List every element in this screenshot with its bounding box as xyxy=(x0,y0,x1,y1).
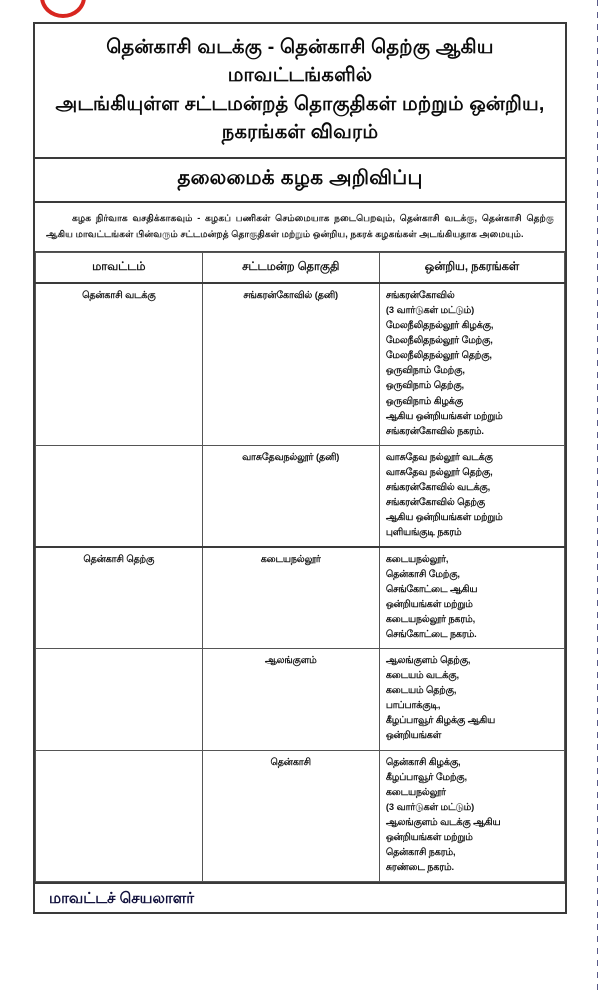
union-town-line: ஆலங்குளம் தெற்கு, xyxy=(385,655,471,666)
cell-unions-towns xyxy=(379,649,564,750)
table-row xyxy=(36,283,565,445)
union-town-line: ஒருவிநாம் கிழக்கு xyxy=(385,395,463,406)
cell-district xyxy=(36,445,203,547)
union-town-line: சுரண்டை நகரம். xyxy=(385,861,455,872)
union-town-line: கடையநல்லூர் xyxy=(385,786,446,797)
table-header-row xyxy=(36,252,565,283)
union-town-line: தென்காசி நகரம், xyxy=(385,846,456,857)
cell-unions-towns xyxy=(379,750,564,881)
union-town-line: கீழப்பாவூர் மேற்கு, xyxy=(385,771,468,782)
union-town-line: ஒன்றியங்கள் மற்றும் xyxy=(385,599,473,610)
cell-constituency: சங்கரன்கோவில் (தனி) xyxy=(202,283,379,445)
table-row xyxy=(36,649,565,750)
union-town-line: (3 வார்டுகள் மட்டும்) xyxy=(385,801,475,812)
cell-district xyxy=(36,649,203,750)
footer-block xyxy=(35,882,565,912)
union-town-line: வாசுதேவ நல்லூர் வடக்கு xyxy=(385,451,493,462)
union-town-line: சங்கரன்கோவில் நகரம். xyxy=(385,425,484,436)
union-town-line: தென்காசி மேற்கு, xyxy=(385,568,461,579)
union-town-line: சங்கரன்கோவில் வடக்கு, xyxy=(385,481,491,492)
cell-district xyxy=(36,750,203,881)
union-town-line: மேலநீலிதநல்லூர் தெற்கு, xyxy=(385,350,493,361)
union-town-line: ஒன்றியங்கள் xyxy=(385,730,442,741)
union-town-line: வாசுதேவ நல்லூர் தெற்கு, xyxy=(385,466,493,477)
union-town-line: கீழப்பாவூர் கிழக்கு ஆகிய xyxy=(385,715,496,726)
union-town-line: ஆகிய ஒன்றியங்கள் மற்றும் xyxy=(385,410,503,421)
constituency-table xyxy=(35,252,565,882)
cell-constituency: ஆலங்குளம் xyxy=(202,649,379,750)
table-row xyxy=(36,547,565,649)
union-town-line: செங்கோட்டை ஆகிய xyxy=(385,584,478,595)
union-town-line: ஒன்றியங்கள் மற்றும் xyxy=(385,831,473,842)
union-town-line: சங்கரன்கோவில் xyxy=(385,290,455,301)
announcement-frame xyxy=(33,22,567,914)
cell-district: தென்காசி வடக்கு xyxy=(36,283,203,445)
union-town-line: கடையநல்லூர் நகரம், xyxy=(385,614,476,625)
union-town-line: சங்கரன்கோவில் தெற்கு xyxy=(385,496,485,507)
union-town-line: ஆலங்குளம் வடக்கு ஆகிய xyxy=(385,816,501,827)
subtitle-text: தலைமைக் கழக அறிவிப்பு xyxy=(177,167,423,190)
cell-unions-towns xyxy=(379,547,564,649)
union-town-line: மேலநீலிதநல்லூர் மேற்கு, xyxy=(385,335,493,346)
cell-constituency: கடையநல்லூர் xyxy=(202,547,379,649)
subtitle-block xyxy=(35,159,565,203)
union-town-line: (3 வார்டுகள் மட்டும்) xyxy=(385,305,475,316)
table-row xyxy=(36,445,565,547)
union-town-line: ஒருவிநாம் மேற்கு, xyxy=(385,365,465,376)
header-district: மாவட்டம் xyxy=(36,252,203,283)
footer-text: மாவட்டச் செயலாளர் xyxy=(49,889,195,907)
title-line-1: தென்காசி வடக்கு - தென்காசி தெற்கு ஆகிய மாவட்டங்களில் xyxy=(106,36,494,87)
union-town-line: கடையம் தெற்கு, xyxy=(385,685,457,696)
table-body xyxy=(36,283,565,881)
intro-block xyxy=(35,203,565,252)
title-block xyxy=(35,24,565,159)
cell-district: தென்காசி தெற்கு xyxy=(36,547,203,649)
union-town-line: ஒருவிநாம் தெற்கு, xyxy=(385,380,465,391)
intro-paragraph: கழக நிர்வாக வசதிக்காகவும் - கழகப் பணிகள் செம்மையாக நடைபெறவும், தென்காசி வடக்கு, தென்காசி தெற்கு ஆகிய மாவட்டங்கள் பின்வரும் சட்டமன்றத் தொகுதிகள் மற்றும் ஒன்றிய, நகரக் கழகங்கள் அடங்கியதாக அமையும். xyxy=(46,213,554,239)
table-row xyxy=(36,750,565,881)
cell-unions-towns xyxy=(379,283,564,445)
union-town-line: மேலநீலிதநல்லூர் கிழக்கு, xyxy=(385,320,494,331)
party-logo-icon xyxy=(40,0,86,18)
union-town-line: பாப்பாக்குடி, xyxy=(385,700,441,711)
union-town-line: தென்காசி கிழக்கு, xyxy=(385,756,461,767)
cell-constituency: தென்காசி xyxy=(202,750,379,881)
union-town-line: புளியங்குடி நகரம் xyxy=(385,526,462,537)
union-town-line: கடையநல்லூர், xyxy=(385,553,449,564)
cell-unions-towns xyxy=(379,445,564,547)
cell-constituency: வாசுதேவநல்லூர் (தனி) xyxy=(202,445,379,547)
union-town-line: செங்கோட்டை நகரம். xyxy=(385,629,477,640)
union-town-line: ஆகிய ஒன்றியங்கள் மற்றும் xyxy=(385,511,503,522)
header-unions-towns: ஒன்றிய, நகரங்கள் xyxy=(379,252,564,283)
title-line-2: அடங்கியுள்ள சட்டமன்றத் தொகுதிகள் மற்றும் ஒன்றிய, நகரங்கள் விவரம் xyxy=(55,92,545,143)
header-constituency: சட்டமன்ற தொகுதி xyxy=(202,252,379,283)
union-town-line: கடையம் வடக்கு, xyxy=(385,670,460,681)
page-edge-dashed-rule xyxy=(597,0,598,994)
